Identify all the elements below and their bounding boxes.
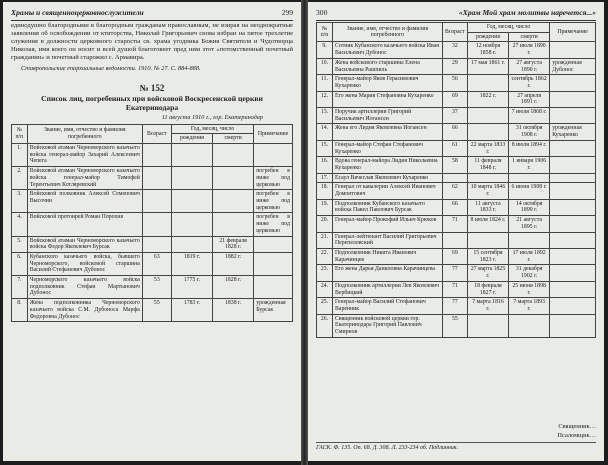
cell-death: 6 июня 1908 г. [509,183,550,199]
cell-death [213,213,254,236]
cell-age [142,167,171,190]
cell-note [550,183,596,199]
cell-name: Священник войсковой церкви гор. Екатеринодара Григорий Павлович Смирнов [333,314,443,337]
cell-note [550,248,596,264]
cell-note [254,252,293,275]
document-number: № 152 [139,82,165,93]
cell-age: 69 [442,91,467,107]
cell-num: 2. [12,167,28,190]
cell-note [550,75,596,91]
cell-note [550,199,596,215]
cell-name: Есаул Вячеслав Яковлевич Кухаренко [333,173,443,183]
left-running-title: Храмы и священноцерковнослужители [11,8,144,17]
cell-num: 21. [317,232,333,248]
cell-age: 63 [142,252,171,275]
cell-num: 11. [317,75,333,91]
cell-birth: 1775 г. [171,276,212,299]
cell-note [550,281,596,297]
cell-note [550,91,596,107]
signature-psalm-reader: Псаломщик… [557,432,596,439]
cell-birth: 12 ноября 1858 г. [467,42,508,58]
cell-death: 27 августа 1890 г. [509,58,550,74]
cell-birth [467,124,508,140]
col-death-header: смерти [509,32,550,42]
cell-birth: 11 августа 1833 г. [467,199,508,215]
right-running-title: «Храм Мой храм молитвы наречется...» [458,8,596,17]
intro-paragraph: единодушно благородными в благородным гражданам православным, не взирая на неоднократные заявления об освобождении от ктиторства, Николай Григорьевич снова избран на пятое трехлетие служения в должности церковного старосты св. храма угодника Божия Святителя и Чудотворца Николая, имя коего он носит и всей душой благоговеет пред ним этот «потомственный почетный гражданин» и почетный старожил с. Армавира. [11,22,293,62]
cell-note: погребен в ниже под церковью [254,213,293,236]
cell-name: Жена войскового старшины Елена Васильевна Рашпиль [333,58,443,74]
cell-num: 18. [317,183,333,199]
cell-name: Войсковой полковник Алексей Семенович Высочин [27,190,142,213]
cell-birth: 7 марта 1816 г. [467,298,508,314]
cell-note [254,144,293,167]
cell-age: 53 [142,276,171,299]
cell-num: 5. [12,236,28,252]
source-citation: Ставропольские епархиальные ведомости. 1910. № 27. С. 884-888. [21,65,201,73]
cell-num: 26. [317,314,333,337]
table-row [12,213,293,236]
cell-death [509,232,550,248]
cell-note [550,173,596,183]
cell-birth: 27 марта 1825 г. [467,265,508,281]
cell-age: 56 [442,75,467,91]
cell-age: 55 [442,314,467,337]
col-num-header: № п/п [12,124,28,143]
cell-note [550,232,596,248]
table-row [317,124,596,140]
cell-birth: 18 февраля 1827 г. [467,281,508,297]
cell-name: Войсковой атаман Черноморского казачьего войска генерал-майор Тимофей Терентьевич Котляревский [27,167,142,190]
right-running-head [316,8,596,21]
right-page [308,2,604,461]
col-name-header: Звание, имя, отчество и фамилия погребенного [333,23,443,42]
table-row [317,216,596,232]
table-row [317,248,596,264]
table-row [317,281,596,297]
left-page-number: 299 [281,8,293,17]
cell-death: 21 февраля 1828 г. [213,236,254,252]
cell-age: 66 [442,199,467,215]
col-birth-header: рождения [171,134,212,144]
cell-age [142,213,171,236]
cell-death: 25 июня 1898 г. [509,281,550,297]
cell-num: 20. [317,216,333,232]
cell-death [213,167,254,190]
cell-death: 1828 г. [213,276,254,299]
cell-birth [467,314,508,337]
cell-num: 4. [12,213,28,236]
table-row [317,91,596,107]
cell-birth: 11 февраля 1848 г. [467,157,508,173]
cell-age [142,236,171,252]
cell-death: сентябрь 1862 г. [509,75,550,91]
cell-name: Войсковой протоирей Роман Порохня [27,213,142,236]
cell-num: 24. [317,281,333,297]
cell-death [509,314,550,337]
table-row [12,236,293,252]
col-note-header: Примечание [254,124,293,143]
cell-name: Черноморского казачьего войска подполковник Стефан Мартынович Дубонос [27,276,142,299]
cell-num: 19. [317,199,333,215]
cell-note [550,298,596,314]
cell-age [142,144,171,167]
cell-num: 3. [12,190,28,213]
cell-num: 12. [317,91,333,107]
cell-death [509,173,550,183]
cell-death: 31 декабря 1902 г. [509,265,550,281]
table-row [12,167,293,190]
cell-age [442,173,467,183]
cell-note: урожденная Бурсак [254,299,293,322]
cell-birth: 22 марта 1833 г. [467,140,508,156]
burial-table-right [316,22,596,338]
cell-num: 16. [317,157,333,173]
cell-age: 32 [442,42,467,58]
cell-name: Подполковник Никита Иванович Карачинцев [333,248,443,264]
cell-age: 71 [442,281,467,297]
cell-birth [171,144,212,167]
cell-birth [171,167,212,190]
cell-name: Генерал от кавалерии Алексей Иванович Домонтович [333,183,443,199]
cell-age: 77 [442,298,467,314]
cell-death: 17 июля 1892 г. [509,248,550,264]
cell-note: погребен в ниже под церковью [254,167,293,190]
col-age-header: Возраст [142,124,171,143]
table-row [12,190,293,213]
cell-num: 7. [12,276,28,299]
table-row [317,75,596,91]
table-row [317,265,596,281]
table-row [317,298,596,314]
burial-table-left [11,124,293,323]
table-row [12,276,293,299]
cell-note [254,276,293,299]
cell-num: 14. [317,124,333,140]
cell-age [142,190,171,213]
table-row [317,58,596,74]
cell-age: 77 [442,265,467,281]
document-date: 11 августа 1910 г., гор. Екатеринодар [161,113,263,121]
cell-birth [467,75,508,91]
cell-num: 9. [317,42,333,58]
cell-birth: 10 марта 1846 г. [467,183,508,199]
cell-name: Генерал-майор Прокофий Ильич Крюков [333,216,443,232]
cell-death: 14 октября 1899 г. [509,199,550,215]
cell-birth [467,108,508,124]
cell-age: 66 [442,124,467,140]
archive-reference: ГАСК. Ф. 135. Оп. 68. Д. 308. Л. 233-234 об. Подлинник. [316,442,596,451]
cell-note [550,42,596,58]
cell-birth: 15 сентября 1823 г. [467,248,508,264]
cell-name: Кубанского казачьего войска, бывшего Черноморского, войсковой старшина Василий Стефанович Дубонос [27,252,142,275]
cell-birth: 17 мая 1861 г. [467,58,508,74]
cell-death: 7 июля 1868 г. [509,108,550,124]
table-row [12,252,293,275]
cell-name: Войсковой атаман Черноморского казачьего войска генерал-майор Захарий Алексеевич Чепега [27,144,142,167]
table-row [12,299,293,322]
cell-age: 62 [442,183,467,199]
cell-note [550,265,596,281]
signature-priest: Священник… [558,423,596,430]
cell-birth [467,173,508,183]
cell-num: 23. [317,265,333,281]
cell-note: урожденная Дубонос [550,58,596,74]
cell-num: 10. [317,58,333,74]
cell-birth: 1819 г. [171,252,212,275]
table-row [317,173,596,183]
table-row [317,140,596,156]
document-title: Список лиц, погребенных при войсковой Воскресенской церкви Екатеринодара [41,93,263,112]
cell-birth: 8 июля 1824 г. [467,216,508,232]
cell-name: Генерал-майор Василий Стефанович Варенник [333,298,443,314]
right-page-number: 300 [316,8,328,17]
col-num-header: № п/п [317,23,333,42]
book-gutter [301,0,308,465]
col-date-group-header: Год, месяц, число [171,124,253,134]
cell-note [254,236,293,252]
cell-num: 17. [317,173,333,183]
cell-age: 71 [442,216,467,232]
table-row [317,157,596,173]
cell-note: погребен в ниже под церковью [254,190,293,213]
col-note-header: Примечание [550,23,596,42]
col-date-group-header: Год, месяц, число [467,23,549,33]
cell-birth [171,213,212,236]
cell-death: 27 июля 1890 г. [509,42,550,58]
cell-num: 25. [317,298,333,314]
cell-death: 31 октября 1908 г. [509,124,550,140]
cell-death: 27 апреля 1891 г. [509,91,550,107]
cell-death: 1838 г. [213,299,254,322]
cell-name: Сотник Кубанского казачьего войска Иван Васильевич Дубонос [333,42,443,58]
cell-birth: 1822 г. [467,91,508,107]
cell-birth [171,190,212,213]
cell-num: 6. [12,252,28,275]
cell-age: 58 [442,157,467,173]
cell-birth: 1783 г. [171,299,212,322]
cell-note [550,157,596,173]
cell-note [550,108,596,124]
table-row [317,314,596,337]
cell-death: 21 августа 1895 г. [509,216,550,232]
cell-age: 37 [442,108,467,124]
cell-name: Его жена Мария Стефановна Кухаренко [333,91,443,107]
cell-name: Генерал-лейтенант Василий Григорьевич Перепеловский [333,232,443,248]
cell-note [550,216,596,232]
col-name-header: Звание, имя, отчество и фамилия погребенного [27,124,142,143]
cell-name: Подполковник артиллерии Лев Яковлевич Вербицкий [333,281,443,297]
cell-name: Генерал-майор Стефан Стефанович Кухаренко [333,140,443,156]
cell-name: Генерал-майор Яков Герасимович Кухаренко [333,75,443,91]
cell-num: 22. [317,248,333,264]
cell-name: Жена его Лидия Яковлевна Иогансен [333,124,443,140]
cell-num: 1. [12,144,28,167]
table-row [317,108,596,124]
cell-death: 7 марта 1893 г. [509,298,550,314]
cell-death [213,144,254,167]
cell-note: урожденная Кухаренко [550,124,596,140]
cell-name: Его жена Дарья Даниловна Карачинцева [333,265,443,281]
cell-birth [467,232,508,248]
cell-num: 15. [317,140,333,156]
cell-death: 1 января 1906 г. [509,157,550,173]
col-age-header: Возраст [442,23,467,42]
cell-name: Жена подполковника Черноморского казачьего войска С.М. Дубоноса Марфа Федоровна Дубонос [27,299,142,322]
cell-age: 29 [442,58,467,74]
left-page-body [11,22,293,322]
cell-name: Войсковой атаман Черноморского казачьего войска Федор Яковлевич Бурсак [27,236,142,252]
cell-num: 8. [12,299,28,322]
table-row [317,183,596,199]
cell-age: 69 [442,248,467,264]
cell-age [442,232,467,248]
table-row [317,232,596,248]
cell-age: 61 [442,140,467,156]
table-row [317,42,596,58]
cell-age: 55 [142,299,171,322]
cell-note [550,314,596,337]
table-row [317,199,596,215]
col-birth-header: рождения [467,32,508,42]
col-death-header: смерти [213,134,254,144]
left-page [3,2,301,461]
cell-name: Поручик артиллерии Григорий Васильевич Иогансен [333,108,443,124]
cell-note [550,140,596,156]
cell-death: 8 июля 1894 г. [509,140,550,156]
table-row [12,144,293,167]
left-running-head [11,8,293,21]
cell-death: 1882 г. [213,252,254,275]
cell-death [213,190,254,213]
cell-birth [171,236,212,252]
cell-num: 13. [317,108,333,124]
cell-name: Подполковник Кубанского казачьего войска Павел Павлович Бурсак [333,199,443,215]
cell-name: Вдова генерал-майора Лидия Николаевна Кухаренко [333,157,443,173]
